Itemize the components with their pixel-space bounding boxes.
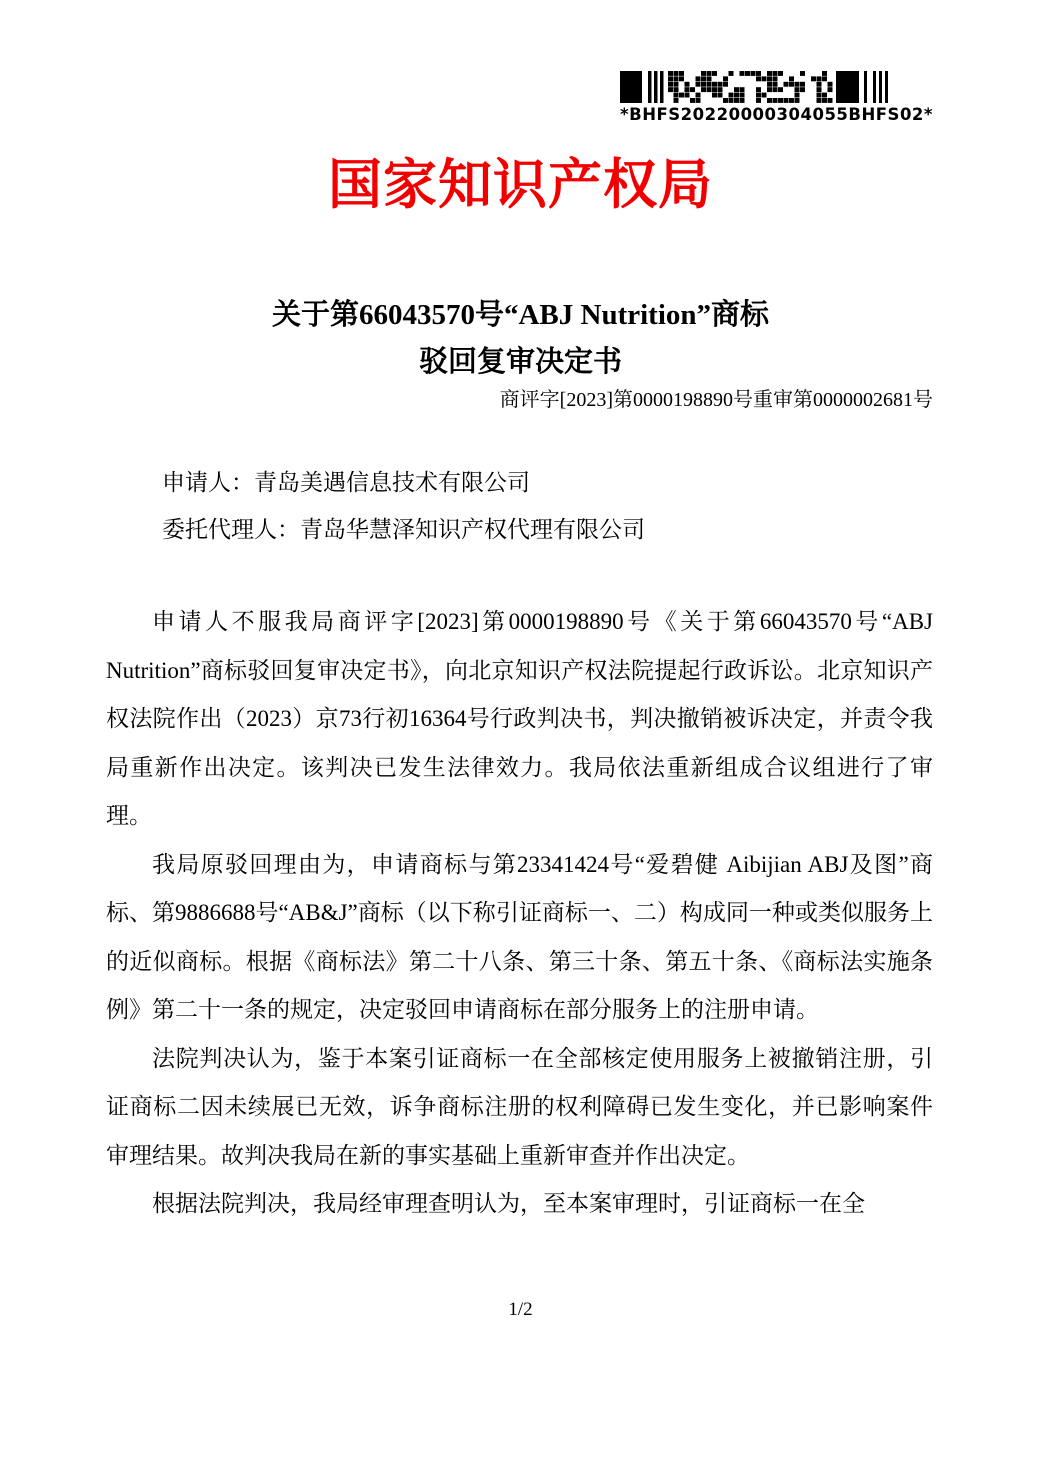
barcode-image [620, 71, 888, 103]
decision-body [106, 598, 933, 1229]
document-title-line2: 驳回复审决定书 [418, 346, 622, 378]
applicant-line: 申请人：青岛美遇信息技术有限公司 [162, 470, 530, 495]
document-title-line1: 关于第66043570号“ABJ Nutrition”商标 [271, 299, 770, 331]
barcode [620, 71, 934, 124]
body-paragraph-1: 申请人不服我局商评字[2023]第0000198890号《关于第66043570号“ABJ Nutrition”商标驳回复审决定书》，向北京知识产权法院提起行政诉讼。北京知识产权法院作出（2023）京73行初16364号行政判决书，判决撤销被诉决定，并责令我局重新作出决定。该判决已发生法律效力。我局依法重新组成合议组进行了审理。 [106, 609, 933, 828]
agent-line: 委托代理人：青岛华慧泽知识产权代理有限公司 [162, 517, 645, 542]
parties-block [162, 459, 645, 553]
document-title [0, 292, 1041, 386]
barcode-text: *BHFS20220000304055BHFS02* [620, 105, 934, 124]
body-paragraph-4: 根据法院判决，我局经审理查明认为，至本案审理时，引证商标一在全 [152, 1191, 865, 1216]
body-paragraph-3: 法院判决认为，鉴于本案引证商标一在全部核定使用服务上被撤销注册，引证商标二因未续展已无效，诉争商标注册的权利障碍已发生变化，并已影响案件审理结果。故判决我局在新的事实基础上重新审查并作出决定。 [106, 1045, 933, 1168]
page-number: 1/2 [508, 1299, 533, 1320]
agency-title: 国家知识产权局 [328, 155, 713, 215]
case-number: 商评字[2023]第0000198890号重审第0000002681号 [499, 389, 933, 411]
body-paragraph-2: 我局原驳回理由为，申请商标与第23341424号“爱碧健 Aibijian ABJ及图”商标、第9886688号“AB&J”商标（以下称引证商标一、二）构成同一种或类似服务上的近似商标。根据《商标法》第二十八条、第三十条、第五十条、《商标法实施条例》第二十一条的规定，决定驳回申请商标在部分服务上的注册申请。 [106, 851, 933, 1022]
